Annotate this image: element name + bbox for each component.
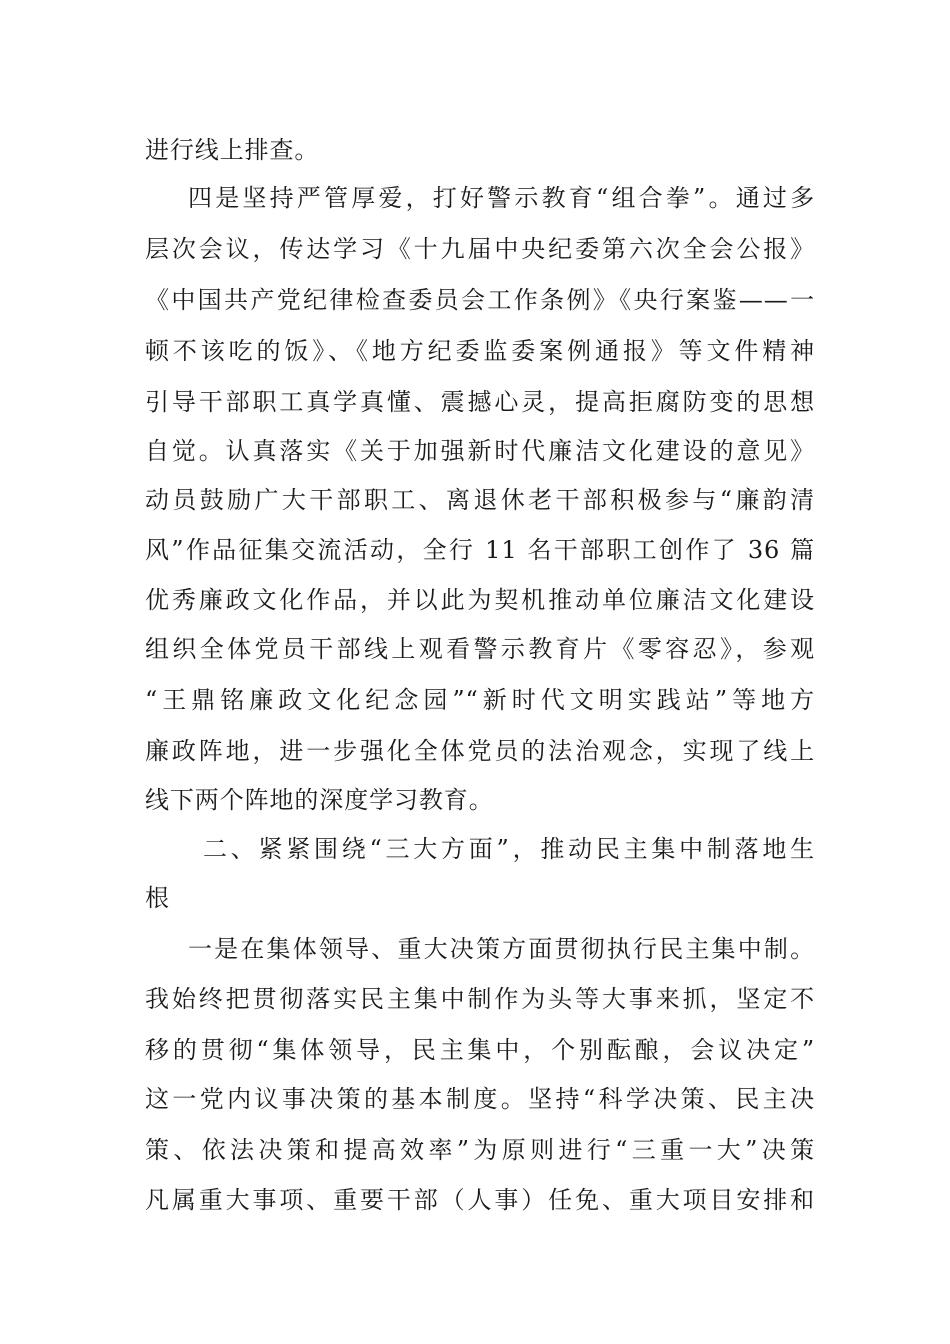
text-line-22: 凡属重大事项、重要干部（人事）任免、重大项目安排和 (145, 1186, 815, 1214)
text-line-1: 进行线上排查。 (145, 136, 320, 164)
text-line-9: 风”作品征集交流活动，全行 11 名干部职工创作了 36 篇 (145, 536, 815, 564)
text-line-20: 这一党内议事决策的基本制度。坚持“科学决策、民主决 (145, 1085, 815, 1113)
paragraph-start-line-2: 一是在集体领导、重大决策方面贯彻执行民主集中制。 (188, 935, 815, 963)
text-line-10: 优秀廉政文化作品，并以此为契机推动单位廉洁文化建设 (145, 586, 815, 614)
text-line-11: 组织全体党员干部线上观看警示教育片《零容忍》，参观 (145, 635, 815, 663)
paragraph-start-line: 四是坚持严管厚爱，打好警示教育“组合拳”。通过多 (188, 184, 815, 212)
text-line-13: 廉政阵地，进一步强化全体党员的法治观念，实现了线上 (145, 737, 815, 765)
text-line-8: 动员鼓励广大干部职工、离退休老干部积极参与“廉韵清 (145, 486, 815, 514)
text-line-5: 顿不该吃的饭》、《地方纪委监委案例通报》等文件精神 (145, 337, 815, 365)
section-heading: 二、紧紧围绕“三大方面”，推动民主集中制落地生 (203, 835, 815, 863)
text-line-3: 层次会议，传达学习《十九届中央纪委第六次全会公报》 (145, 235, 815, 263)
section-heading-continuation: 根 (145, 884, 170, 912)
text-line-12: “王鼎铭廉政文化纪念园”“新时代文明实践站”等地方 (145, 686, 815, 714)
text-line-4: 《中国共产党纪律检查委员会工作条例》《央行案鉴——一 (145, 286, 815, 314)
text-line-14: 线下两个阵地的深度学习教育。 (145, 786, 494, 814)
text-line-7: 自觉。认真落实《关于加强新时代廉洁文化建设的意见》 (145, 437, 815, 465)
text-line-18: 我始终把贯彻落实民主集中制作为头等大事来抓，坚定不 (145, 985, 815, 1013)
text-line-19: 移的贯彻“集体领导，民主集中，个别酝酿，会议决定” (145, 1036, 815, 1064)
text-line-21: 策、依法决策和提高效率”为原则进行“三重一大”决策 (145, 1136, 815, 1164)
text-line-6: 引导干部职工真学真懂、震撼心灵，提高拒腐防变的思想 (145, 388, 815, 416)
